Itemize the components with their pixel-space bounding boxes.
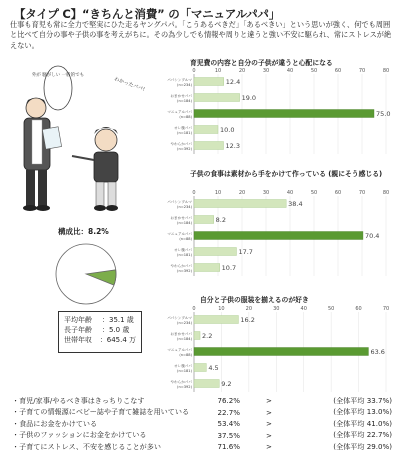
illustration-bubble-left: 外が 騒がしい 一般的でも bbox=[31, 73, 85, 78]
comparison-average: (全体平均 33.7%) bbox=[333, 395, 392, 405]
tick-label: 40 bbox=[286, 190, 294, 196]
page-title: 【タイプ C】“きちんと消費” の「マニュアルパパ」 bbox=[14, 7, 281, 21]
category-n-label: (n=392) bbox=[177, 269, 192, 273]
category-n-label: (n=181) bbox=[177, 131, 192, 135]
comparison-row bbox=[12, 418, 392, 430]
data-label: 16.2 bbox=[240, 316, 255, 324]
tick-label: 50 bbox=[310, 68, 318, 74]
data-label: 10.7 bbox=[221, 264, 237, 272]
bar bbox=[194, 126, 218, 134]
stat-value: ：645.4 万 bbox=[99, 336, 136, 345]
comparison-average: (全体平均 22.7%) bbox=[333, 430, 392, 440]
category-label: オレ様パパ bbox=[174, 364, 192, 368]
chart-title-2: 子供の食事は素材から手をかけて作っている (親にそう感じる) bbox=[190, 170, 383, 178]
tick-label: 20 bbox=[238, 68, 246, 74]
bar-chart-worry bbox=[158, 66, 392, 162]
bar bbox=[194, 142, 224, 150]
comparison-row bbox=[12, 430, 392, 442]
bar bbox=[194, 200, 286, 208]
tick-label: 60 bbox=[334, 190, 342, 196]
category-n-label: (n=234) bbox=[177, 205, 192, 209]
bar bbox=[194, 332, 200, 340]
tick-label: 80 bbox=[382, 68, 390, 74]
chart-title-1: 育児費の内容と自分の子供が違うと心配になる bbox=[190, 59, 333, 67]
comparison-label: ・子育ての情報源にベビー誌や子育て雑誌を用いている bbox=[12, 407, 190, 417]
data-label: 2.2 bbox=[202, 332, 213, 340]
comparison-value: 22.7% bbox=[217, 407, 240, 417]
chart-title-3: 自分と子供の服装を揃えるのが好き bbox=[200, 296, 309, 304]
data-label: 19.0 bbox=[241, 94, 257, 102]
comparison-label: ・育児/家事/やるべき事はきっちりこなす bbox=[12, 395, 145, 405]
tick-label: 30 bbox=[262, 68, 270, 74]
category-label: おまかせパパ bbox=[170, 332, 192, 336]
comparison-sign: > bbox=[266, 407, 272, 417]
comparison-label: ・子供のファッションにお金をかけている bbox=[12, 430, 147, 440]
data-label: 12.3 bbox=[225, 142, 241, 150]
tick-label: 0 bbox=[192, 68, 196, 74]
comparison-value: 37.5% bbox=[217, 430, 240, 440]
tick-label: 70 bbox=[358, 190, 366, 196]
bar bbox=[194, 348, 368, 356]
composition-pie-chart bbox=[52, 240, 120, 308]
tick-label: 0 bbox=[192, 306, 196, 312]
stat-row bbox=[64, 335, 136, 345]
bar bbox=[194, 316, 238, 324]
comparison-average: (全体平均 41.0%) bbox=[333, 418, 392, 428]
bar bbox=[194, 78, 224, 86]
bar bbox=[194, 248, 236, 256]
comparison-sign: > bbox=[266, 396, 272, 406]
category-n-label: (n=184) bbox=[177, 337, 192, 341]
stats-box bbox=[58, 311, 142, 353]
tick-label: 60 bbox=[334, 68, 342, 74]
category-n-label: (n=88) bbox=[179, 115, 192, 119]
stat-key: 平均年齢 bbox=[64, 316, 92, 324]
category-label: やわらかパパ bbox=[170, 142, 192, 146]
comparison-value: 76.2% bbox=[217, 396, 240, 406]
tick-label: 20 bbox=[245, 306, 253, 312]
tick-label: 50 bbox=[310, 190, 318, 196]
pie-label: 構成比：8.2% bbox=[58, 227, 109, 236]
stat-key: 世帯年収 bbox=[64, 336, 92, 345]
category-n-label: (n=181) bbox=[177, 369, 192, 373]
category-label: マニュアルパパ bbox=[167, 110, 192, 114]
category-n-label: (n=88) bbox=[179, 353, 192, 357]
tick-label: 70 bbox=[358, 68, 366, 74]
tick-label: 10 bbox=[214, 68, 222, 74]
comparison-average: (全体平均 29.0%) bbox=[333, 441, 392, 451]
data-label: 38.4 bbox=[288, 200, 303, 208]
category-label: おまかせパパ bbox=[170, 216, 192, 220]
stat-key: 長子年齢 bbox=[64, 326, 92, 335]
comparison-label: ・食品にお金をかけている bbox=[12, 418, 98, 428]
tick-label: 20 bbox=[238, 190, 246, 196]
category-n-label: (n=181) bbox=[177, 253, 192, 257]
comparison-list bbox=[12, 395, 392, 453]
tick-label: 40 bbox=[286, 68, 294, 74]
category-label: パパシンプルマ bbox=[167, 316, 192, 320]
bar-chart-food bbox=[158, 188, 392, 284]
category-label: オレ様パパ bbox=[174, 126, 192, 130]
tick-label: 60 bbox=[355, 306, 362, 312]
comparison-sign: > bbox=[266, 419, 272, 429]
category-n-label: (n=184) bbox=[177, 99, 192, 103]
bar bbox=[194, 364, 206, 372]
category-label: やわらかパパ bbox=[170, 264, 192, 268]
tick-label: 0 bbox=[192, 190, 196, 196]
data-label: 9.2 bbox=[221, 380, 232, 388]
category-label: マニュアルパパ bbox=[167, 348, 192, 352]
bar bbox=[194, 380, 219, 388]
comparison-average: (全体平均 13.0%) bbox=[333, 407, 392, 417]
category-n-label: (n=88) bbox=[179, 237, 192, 241]
comparison-row bbox=[12, 407, 392, 419]
data-label: 8.2 bbox=[215, 216, 227, 224]
category-n-label: (n=392) bbox=[177, 147, 192, 151]
comparison-row bbox=[12, 441, 392, 453]
data-label: 17.7 bbox=[238, 248, 253, 256]
bar bbox=[194, 232, 363, 240]
comparison-sign: > bbox=[266, 442, 272, 452]
stat-row bbox=[64, 325, 136, 335]
category-label: パパシンプルマ bbox=[167, 78, 192, 82]
data-label: 75.0 bbox=[376, 110, 391, 118]
category-label: マニュアルパパ bbox=[167, 232, 192, 236]
data-label: 10.0 bbox=[220, 126, 235, 134]
comparison-label: ・子育てにストレス、不安を感じることが多い bbox=[12, 441, 161, 451]
data-label: 12.4 bbox=[225, 78, 241, 86]
category-n-label: (n=234) bbox=[177, 321, 192, 325]
father-child-illustration bbox=[6, 60, 146, 218]
data-label: 63.6 bbox=[370, 348, 385, 356]
tick-label: 50 bbox=[327, 306, 335, 312]
stat-row bbox=[64, 315, 136, 325]
stat-value: ：35.1 歳 bbox=[102, 316, 134, 324]
comparison-value: 53.4% bbox=[217, 419, 240, 429]
category-n-label: (n=234) bbox=[177, 83, 192, 87]
comparison-value: 71.6% bbox=[217, 442, 240, 452]
category-label: オレ様パパ bbox=[174, 248, 192, 252]
tick-label: 10 bbox=[218, 306, 225, 312]
comparison-row bbox=[12, 395, 392, 407]
category-label: やわらかパパ bbox=[170, 380, 192, 384]
data-label: 4.5 bbox=[208, 364, 219, 372]
tick-label: 10 bbox=[214, 190, 222, 196]
tick-label: 70 bbox=[382, 306, 390, 312]
intro-text: 仕事も育児も常に全力で堅実にひた走るヤングパパ。「こうあるべきだ」「あるべきい」という思いが強く、何でも周囲と比べて自分の事や子供の事を考えがちに。その為少しでも情報や周りと違うと強い不安に駆られ、常にストレスが絶えない。 bbox=[10, 20, 392, 50]
comparison-sign: > bbox=[266, 430, 272, 440]
category-label: パパシンプルマ bbox=[167, 200, 192, 204]
data-label: 70.4 bbox=[364, 232, 380, 240]
bar bbox=[194, 110, 374, 118]
illustration-bubble-right: わかったパパ! bbox=[113, 76, 146, 93]
category-n-label: (n=184) bbox=[177, 221, 192, 225]
bar bbox=[194, 216, 214, 224]
tick-label: 30 bbox=[273, 306, 280, 312]
category-n-label: (n=392) bbox=[177, 385, 192, 389]
tick-label: 40 bbox=[300, 306, 307, 312]
tick-label: 30 bbox=[262, 190, 270, 196]
stat-value: ：5.0 歳 bbox=[102, 326, 130, 335]
category-label: おまかせパパ bbox=[170, 94, 192, 98]
bar-chart-matching-clothes bbox=[158, 304, 392, 400]
bar bbox=[194, 94, 240, 102]
bar bbox=[194, 264, 220, 272]
tick-label: 80 bbox=[382, 190, 390, 196]
